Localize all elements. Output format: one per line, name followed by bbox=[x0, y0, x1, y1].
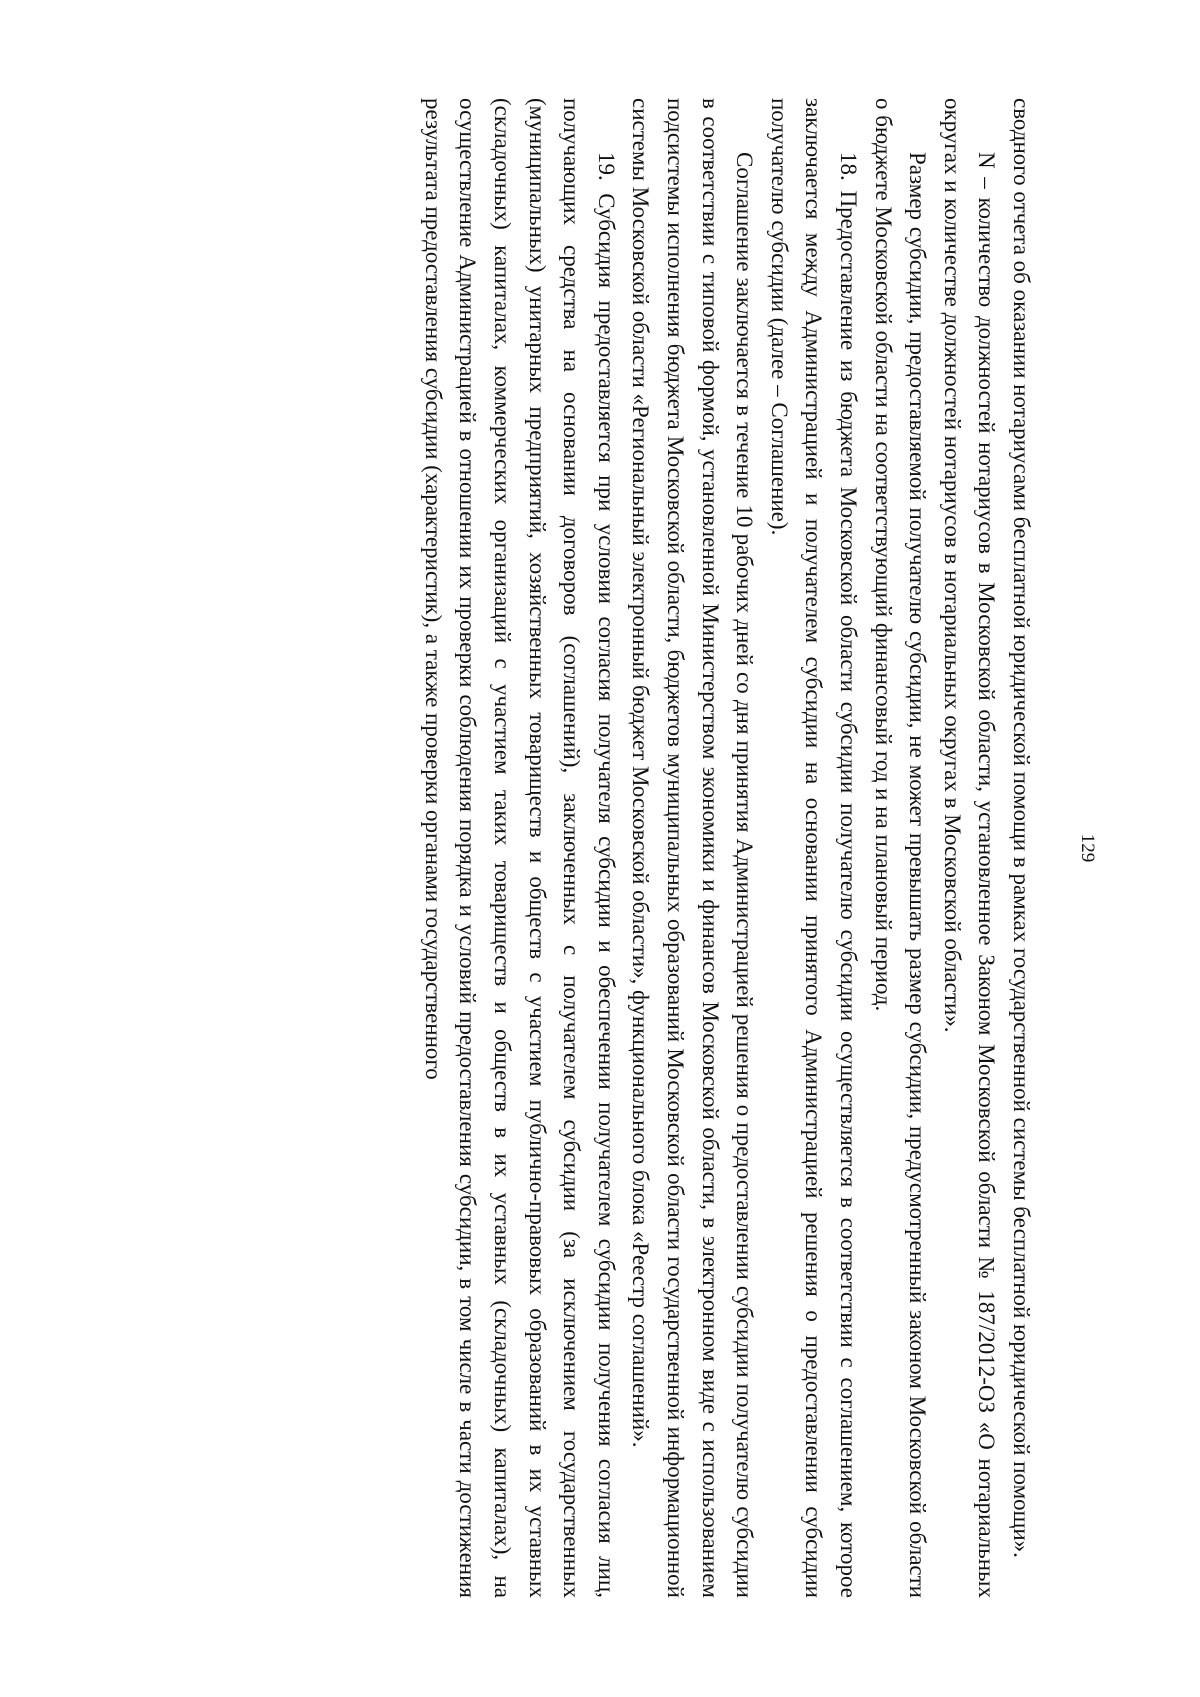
paragraph: 18. Предоставление из бюджета Московской области субсидии получателю субсидии осуществляется в соответствии с соглашением, которое заключается между Администрацией и получателем субсидии на основании принятого Администрацией решения о предоставлении субсидии получателю субсидии (далее – Соглашение). bbox=[766, 98, 862, 1598]
paragraph: сводного отчета об оказании нотариусами бесплатной юридической помощи в рамках государственной системы бесплатной юридической помощи». bbox=[1009, 98, 1034, 1558]
paragraph: Размер субсидии, предоставляемой получателю субсидии, не может превышать размер субсидии, предусмотренный законом Московской области о бюджете Московской области на соответствующий финансовый год и на плановый период. bbox=[870, 98, 931, 1598]
paragraph: Соглашение заключается в течение 10 рабочих дней со дня принятия Администрацией решения о предоставлении субсидии получателю субсидии в соответствии с типовой формой, установленной Министерством экономики и финансов Московской области, в электронном виде с использованием подсистемы исполнения бюджета Московской области, бюджетов муниципальных образований Московской области государственной информационной системы Московской области «Региональный электронный бюджет Московской области», функционального блока «Реестр соглашений». bbox=[628, 98, 758, 1598]
paragraph: N – количество должностей нотариусов в Московской области, установленное Законом Московской области № 187/2012-ОЗ «О нотариальных округах и количестве должностей нотариусов в нотариальных округах в Московской области». bbox=[939, 98, 1000, 1598]
paragraph: 19. Субсидия предоставляется при условии согласия получателя субсидии и обеспечении получателем субсидии получения согласия лиц, получающих средства на основании договоров (соглашений), заключенных с получателем субсидии (за исключением государственных (муниципальных) унитарных предприятий, хозяйственных товариществ и обществ с участием публично-правовых образований в их уставных (складочных) капиталах, коммерческих организаций с участием таких товариществ и обществ в их уставных (складочных) капиталах), на осуществление Администрацией в отношении их проверки соблюдения порядка и условий предоставления субсидии, в том числе в части достижения результата предоставления субсидии (характеристик), а также проверки органами государственного bbox=[420, 98, 619, 1598]
body-text bbox=[415, 98, 1038, 1598]
page-number: 129 bbox=[1077, 833, 1098, 863]
rotated-text-block bbox=[100, 58, 1100, 1638]
